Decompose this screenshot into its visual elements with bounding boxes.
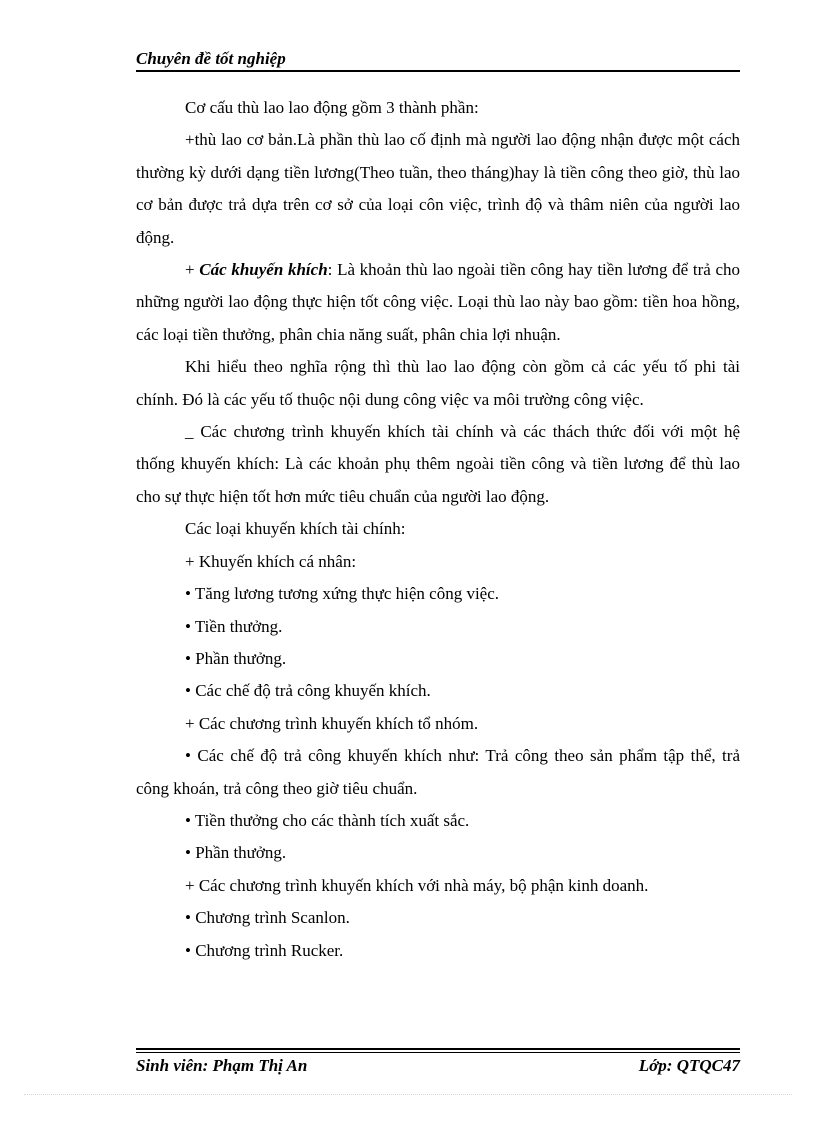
bullet-item: • Phần thưởng. [185, 843, 287, 863]
page-header [136, 48, 740, 72]
paragraph-incentives [136, 254, 740, 351]
document-body [136, 92, 740, 967]
bullet-item: • Các chế độ trả công khuyến khích như: Trả công theo sản phẩm tập thể, trả công khoán, trả công theo giờ tiêu chuẩn. [136, 746, 740, 798]
bullet-item: • Chương trình Rucker. [185, 940, 344, 960]
bullet-item: • Tiền thưởng. [185, 616, 283, 636]
paragraph-structure-intro: Cơ cấu thù lao lao động gồm 3 thành phần: [185, 98, 479, 117]
incentives-term: Các khuyến khích [199, 260, 328, 280]
bullet-item: • Chương trình Scanlon. [185, 908, 350, 928]
footer-rule-thin [136, 1052, 740, 1053]
bullet-item: • Các chế độ trả công khuyến khích. [185, 681, 431, 701]
bullet-item: • Tăng lương tương xứng thực hiện công việc. [185, 584, 500, 604]
paragraph-financial-programs: _ Các chương trình khuyến khích tài chính và các thách thức đối với một hệ thống khuyến khích: Là các khoản phụ thêm ngoài tiền công và tiền lương để thù lao cho sự thực hiện tốt hơn mức tiêu chuẩn của người lao động. [136, 422, 740, 506]
incentives-text: : Là khoản thù lao ngoài tiền công hay tiền lương để trả cho những người lao động thực hiện tốt công việc. Loại thù lao này bao gồm: tiền hoa hồng, các loại tiền thưởng, phân chia năng suất, phân chia lợi nhuận. [136, 260, 741, 344]
incentives-prefix: + [185, 260, 200, 280]
heading-individual-incentives: + Khuyến khích cá nhân: [185, 551, 357, 571]
bullet-item: • Tiền thưởng cho các thành tích xuất sắc. [185, 810, 470, 830]
heading-group-incentives: + Các chương trình khuyến khích tổ nhóm. [185, 713, 479, 733]
paragraph-broad-meaning: Khi hiểu theo nghĩa rộng thì thù lao lao động còn gồm cả các yếu tố phi tài chính. Đó là các yếu tố thuộc nội dung công việc va môi trường công việc. [136, 357, 740, 409]
page-footer [136, 1048, 740, 1078]
paragraph-base-pay: +thù lao cơ bản.Là phần thù lao cố định mà người lao động nhận được một cách thường kỳ dưới dạng tiền lương(Theo tuần, theo tháng)hay là tiền công theo giờ, thù lao cơ bản được trả dựa trên cơ sở của loại côn việc, trình độ và thâm niên của người lao động. [136, 130, 740, 247]
student-name: Sinh viên: Phạm Thị An [136, 1056, 308, 1075]
paragraph-financial-types: Các loại khuyến khích tài chính: [185, 519, 406, 539]
header-rule [136, 70, 740, 72]
page-edge-divider [24, 1094, 792, 1095]
class-code: Lớp: QTQC47 [638, 1056, 740, 1075]
bullet-item: • Phần thưởng. [185, 648, 287, 668]
heading-plant-incentives: + Các chương trình khuyến khích với nhà máy, bộ phận kinh doanh. [185, 875, 649, 895]
document-title: Chuyên đề tốt nghiệp [136, 49, 286, 68]
footer-rule [136, 1048, 740, 1050]
